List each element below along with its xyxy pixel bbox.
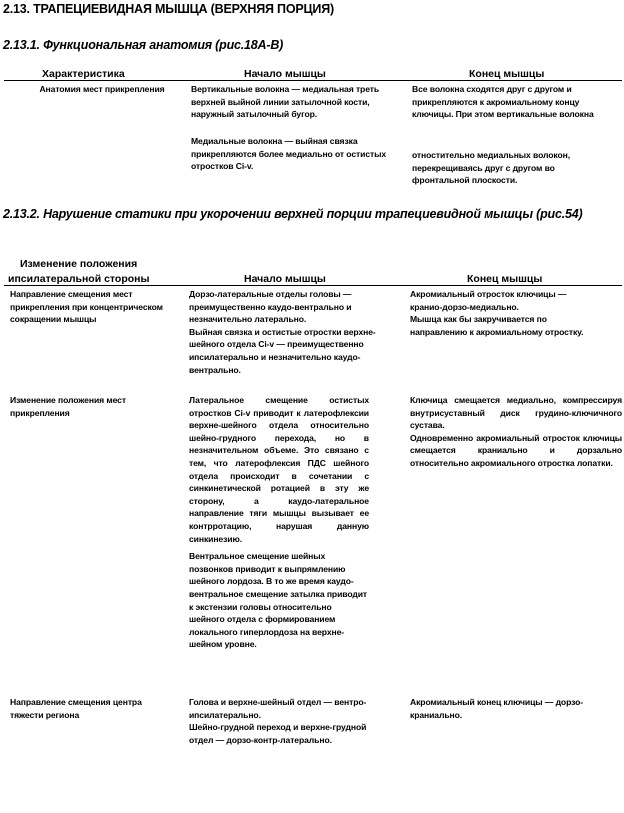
row-label-position-change: Изменение положения мест прикрепления xyxy=(10,395,126,418)
row3-insertion-p1: Акромиальный конец ключицы — дорзо-краниально. xyxy=(410,697,583,720)
row3-origin-p1: Голова и верхне-шейный отдел — вентро-ипсилатерально. xyxy=(189,697,367,720)
subsection-title-anatomy: 2.13.1. Функциональная анатомия (рис.18А-В) xyxy=(3,38,284,52)
row2-origin xyxy=(189,394,369,651)
origin-medial-fibers: Медиальные волокна — выйная связка прикрепляются более медиально от остистых отростков Ci-v. xyxy=(191,136,387,172)
header-position-change-2: ипсилатеральной стороны xyxy=(8,273,150,285)
subsection-title-statics: 2.13.2. Нарушение статики при укорочении верхней порции трапециевидной мышцы (рис.54) xyxy=(3,207,583,221)
row3-insertion xyxy=(410,696,600,721)
header-position-change-1: Изменение положения xyxy=(20,258,138,270)
row1-insertion-p2: Мышца как бы закручивается по направлению к акромиальному отростку. xyxy=(410,314,584,337)
row-label-center-of-gravity: Направление смещения центра тяжести региона xyxy=(10,697,142,720)
header-insertion: Конец мышцы xyxy=(469,68,545,80)
origin-vertical-fibers: Вертикальные волокна — медиальная треть верхней выйной линии затылочной кости, наружный затылочный бугор. xyxy=(191,84,380,120)
row2-origin-p2: Вентральное смещение шейных позвонков приводит к выпрямлению шейного лордоза. В то же время каудо-вентральное смещение затылка приводит к экстензии головы относительно шейного отдела с формированием локального гиперлордоза на верхне-шейном уровне. xyxy=(189,551,368,650)
header-rule xyxy=(4,285,622,286)
row1-insertion-p1: Акромиальный отросток ключицы — кранио-дорзо-медиально. xyxy=(410,289,567,312)
header-insertion: Конец мышцы xyxy=(467,273,543,285)
header-origin: Начало мышцы xyxy=(244,273,326,285)
row3-origin xyxy=(189,696,369,746)
row-label-direction: Направление смещения мест прикрепления при концентрическом сокращении мышцы xyxy=(10,289,163,325)
row1-origin-p1: Дорзо-латеральные отделы головы — преимущественно каудо-вентрально и незначительно латерально. xyxy=(189,289,352,325)
row1-origin xyxy=(189,288,389,376)
row-label-anatomy: Анатомия мест прикрепления xyxy=(39,84,165,94)
header-rule xyxy=(4,80,622,81)
row3-origin-p2: Шейно-грудной переход и верхне-грудной отдел — дорзо-контр-латерально. xyxy=(189,722,367,745)
row2-insertion-p1: Ключица смещается медиально, компрессируя внутрисуставный диск грудино-ключичного сустава. xyxy=(410,395,622,431)
row2-insertion-p2: Одновременно акромиальный отросток ключицы смещается краниально и дорзально относительно акромиального отростка лопатки. xyxy=(410,432,622,468)
section-title: 2.13. ТРАПЕЦИЕВИДНАЯ МЫШЦА (ВЕРХНЯЯ ПОРЦИЯ) xyxy=(3,2,334,16)
insertion-all-fibers: Все волокна сходятся друг с другом и прикрепляются к акромиальному концу ключицы. При этом вертикальные волокна xyxy=(412,84,594,120)
row2-origin-p1: Латеральное смещение остистых отростков Ci-v приводит к латерофлексии верхне-шейного отдела относительно шейно-грудного перехода, но в незначительном объеме. Это связано с тем, что латерофлексия ПДС шейного отдела происходит в сочетании с синкинетической ротацией в эту же сторону, а каудо-латеральное направление тяги мышцы вызывает ее контрротацию, нарушая данную синкинезию. xyxy=(189,395,369,544)
row2-insertion xyxy=(410,394,622,470)
insertion-continued: отностительно медиальных волокон, перекрещиваясь друг с другом во фронтальной плоскости. xyxy=(412,150,571,186)
statics-table xyxy=(0,252,624,772)
header-characteristic: Характеристика xyxy=(42,68,125,80)
header-origin: Начало мышцы xyxy=(244,68,326,80)
row1-insertion xyxy=(410,288,600,338)
row1-origin-p2: Выйная связка и остистые отростки верхне-шейного отдела Ci-v — преимущественно ипсилатерально и незначительно каудо-вентрально. xyxy=(189,326,376,375)
anatomy-table xyxy=(0,66,624,196)
